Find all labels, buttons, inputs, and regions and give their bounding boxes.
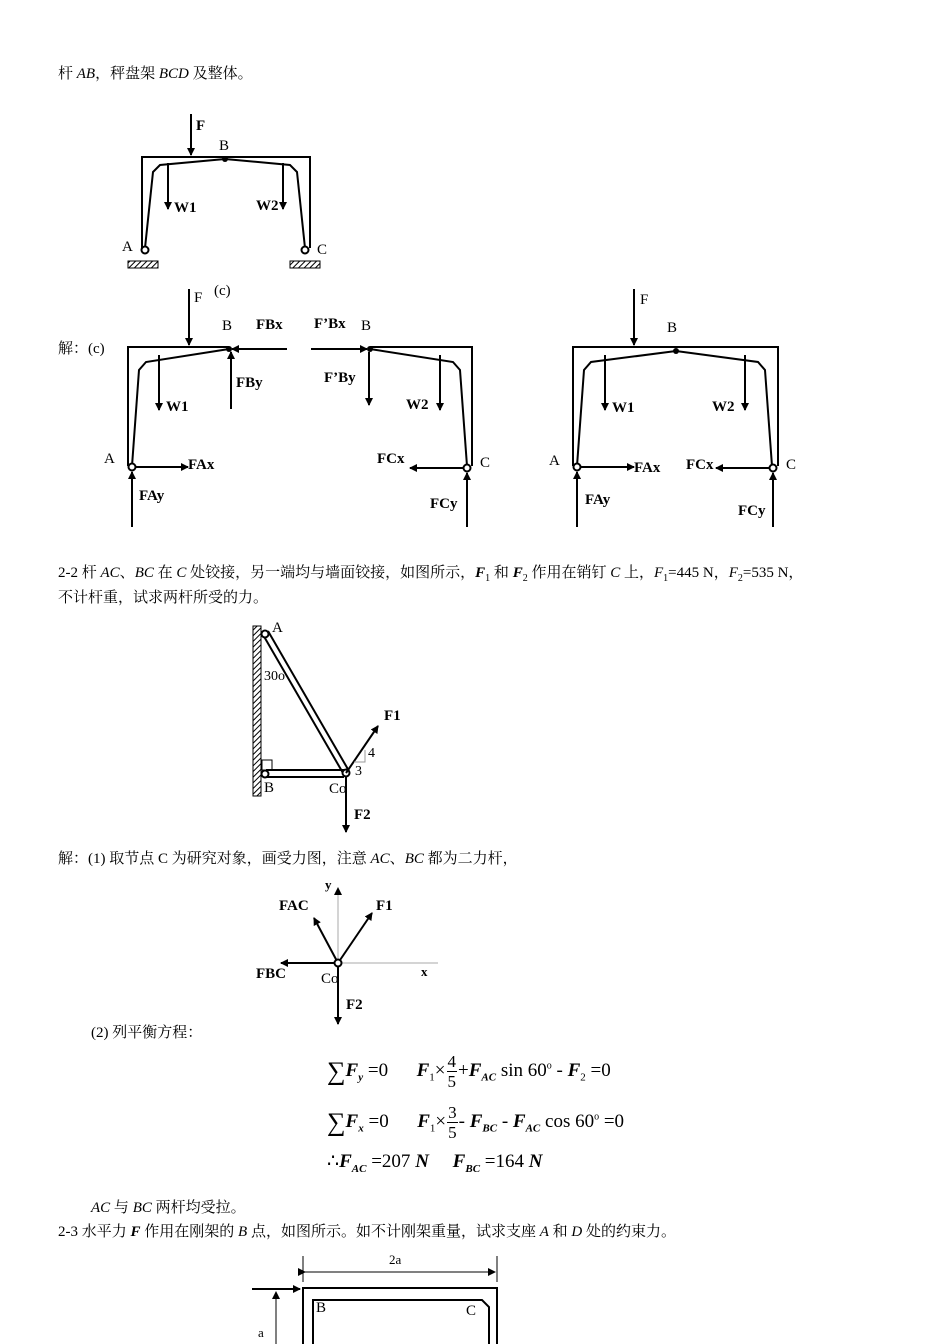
fig1-label-A: A (122, 239, 133, 255)
fig3-label-F2: F2 (346, 997, 363, 1013)
fbd-mid-label-FCx: FCx (377, 451, 405, 467)
fig1-hinge-C (302, 247, 309, 254)
fig4-label-B: B (316, 1300, 327, 1316)
fbd-left-label-FBy: FBy (236, 375, 263, 391)
fig1-ground-A (128, 261, 158, 268)
fbd-right-label-F: F (640, 292, 649, 308)
fig1-label-C: C (317, 242, 328, 258)
fig3-F1-arrow (338, 913, 372, 963)
fig2-right-angle-mark (262, 760, 272, 770)
fig3-label-F1: F1 (376, 898, 393, 914)
fbd-mid-label-B: B (361, 318, 372, 334)
fbd-right-label-W1: W1 (612, 400, 635, 416)
fig4-label-a: a (258, 1325, 264, 1340)
fbd-mid-label-FpBy: F’By (324, 370, 356, 386)
fbd-left-label-B: B (222, 318, 233, 334)
fig2-label-4: 4 (368, 746, 375, 761)
fig2-label-F2: F2 (354, 807, 371, 823)
fig3-label-C: Co (321, 971, 339, 987)
fbd-mid-pin-B (367, 346, 373, 352)
fbd-right-pin-B (673, 348, 679, 354)
fbd-right-hinge-A (574, 464, 581, 471)
fig3-label-y: y (325, 877, 332, 892)
fig2-hinge-A (262, 631, 269, 638)
solution-c-label: 解：(c) (58, 341, 105, 357)
fbd-right-label-B: B (667, 320, 678, 336)
fbd-left-label-F: F (194, 290, 203, 306)
fbd-left-label-FAy: FAy (139, 488, 165, 504)
fbd-right-label-W2: W2 (712, 399, 735, 415)
fig1-label-F: F (196, 118, 206, 134)
fig2-label-C: Co (329, 781, 347, 797)
equation-result: $\therefore F_{AC} =207$ N $F_{BC} =164$ N (327, 1151, 543, 1175)
fbd-left-pin-B (226, 346, 232, 352)
fig2-label-B: B (264, 780, 275, 796)
fbd-left-label-W1: W1 (166, 399, 189, 415)
fig3-label-FAC: FAC (279, 898, 309, 914)
fig4-label-C: C (466, 1303, 477, 1319)
fig2-label-angle: 30o (264, 669, 285, 684)
fbd-right-label-FCy: FCy (738, 503, 766, 519)
fbd-right-hinge-C (770, 465, 777, 472)
fig2-wall (253, 626, 261, 796)
fig1-label-W2: W2 (256, 198, 279, 214)
fig3-FAC-arrow (314, 918, 338, 963)
problem-2-2-line1: 2-2 杆 AC、BC 在 C 处铰接，另一端均与墙面铰接，如图所示，$F_1$ 和 $F_2$ 作用在销钉 C 上，$F_1=445$ N，$F_2=535$ N， (58, 565, 804, 584)
fbd-mid-hinge-C (464, 465, 471, 472)
conclusion-text: AC 与 BC 两杆均受拉。 (91, 1200, 246, 1216)
fbd-right-structure (573, 347, 778, 466)
fbd-left-label-FAx: FAx (188, 457, 215, 473)
fig2-label-F1: F1 (384, 708, 401, 724)
fig1-ground-C (290, 261, 320, 268)
fbd-right-label-A: A (549, 453, 560, 469)
intro-text: 杆 AB，秤盘架 BCD 及整体。 (58, 66, 253, 82)
solution-2-2-step1: 解：(1) 取节点 C 为研究对象，画受力图，注意 AC、BC 都为二力杆， (58, 851, 518, 867)
fig1-pin-B (222, 156, 228, 162)
fbd-mid-label-W2: W2 (406, 397, 429, 413)
fbd-right-label-FCx: FCx (686, 457, 714, 473)
fig1-hinge-A (142, 247, 149, 254)
fbd-right-label-FAx: FAx (634, 460, 661, 476)
fbd-left-hinge-A (129, 464, 136, 471)
fbd-right-label-C: C (786, 457, 797, 473)
fig2-label-A: A (272, 620, 283, 636)
fbd-mid-label-C: C (480, 455, 491, 471)
fig2-hinge-B (262, 771, 269, 778)
fig2-label-3: 3 (355, 764, 362, 779)
fig4-label-2a: 2a (389, 1252, 402, 1267)
equation-1: $\sum F_y =0$ $F_1\times$ $\frac{4}{5}$ $+F_{AC}$ $\sin 60^o - F_2 =0$ (327, 1052, 611, 1091)
fbd-mid-label-FpBx: F’Bx (314, 316, 346, 332)
fig3-node-C (335, 960, 342, 967)
problem-2-2-line2: 不计杆重，试求两杆所受的力。 (58, 590, 269, 606)
fig3-label-x: x (421, 964, 428, 979)
fbd-left-label-A: A (104, 451, 115, 467)
fig3-label-FBC: FBC (256, 966, 286, 982)
fig2-bars (262, 631, 349, 777)
equation-2: $\sum F_x =0$ $F_1\times$ $\frac{3}{5}$ - $F_{BC} - F_{AC}$ $\cos 60^o =0$ (327, 1103, 625, 1142)
fig1-label-B: B (219, 138, 230, 154)
fig1-label-W1: W1 (174, 200, 197, 216)
problem-2-3-text: 2-3 水平力 F 作用在刚架的 B 点，如图所示。如不计刚架重量，试求支座 A 和 D 处的约束力。 (58, 1224, 677, 1240)
fbd-mid-label-FCy: FCy (430, 496, 458, 512)
step2-label: (2) 列平衡方程： (91, 1025, 203, 1041)
fbd-right-label-FAy: FAy (585, 492, 611, 508)
fbd-left-label-FBx: FBx (256, 317, 283, 333)
fig1-caption: (c) (214, 283, 231, 299)
